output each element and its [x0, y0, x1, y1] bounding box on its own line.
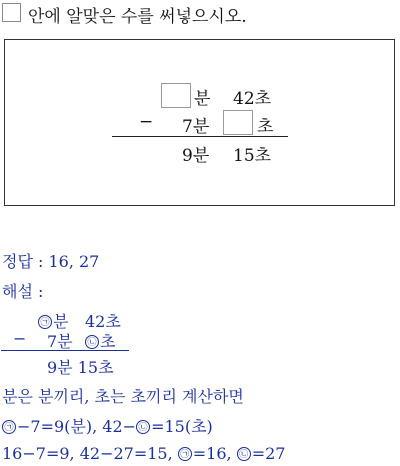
explanation-line2: [2, 414, 213, 437]
calc-row2-second-unit: 초: [100, 332, 116, 351]
marker-giyeok: ㉠: [178, 447, 192, 461]
sum-rule: [112, 136, 288, 137]
calc-row1-minute-unit: 분: [53, 312, 69, 331]
answer-blank-example: [2, 3, 21, 22]
marker-nieun: ㉡: [237, 447, 251, 461]
calc-row1-seconds: 42초: [85, 312, 121, 331]
line3-text-a: 16−7=9, 42−27=15,: [2, 444, 178, 463]
seconds-blank-input[interactable]: [223, 110, 253, 135]
minus-sign: −: [139, 112, 154, 132]
row2-second-unit: 초: [257, 117, 274, 137]
calc-row2: [85, 329, 115, 352]
calc-rule: [1, 350, 129, 351]
explanation-line1: 분은 분끼리, 초는 초끼리 계산하면: [2, 387, 244, 406]
result-seconds: 15초: [233, 146, 272, 166]
row2-minutes: 7분: [182, 117, 210, 137]
row1-seconds: 42초: [233, 89, 272, 109]
instruction-text: 안에 알맞은 수를 써넣으시오.: [28, 7, 247, 27]
calc-row2-minutes: 7분: [47, 332, 73, 351]
marker-nieun: ㉡: [136, 420, 150, 434]
line3-text-b: =16,: [192, 444, 237, 463]
explanation-label: 해설 :: [2, 282, 44, 301]
marker-giyeok: ㉠: [38, 315, 52, 329]
calc-minus-sign: −: [13, 329, 27, 348]
explanation-line3: [2, 444, 285, 463]
result-minutes: 9분: [182, 146, 210, 166]
line2-text-b: =15(초): [151, 417, 213, 436]
marker-nieun: ㉡: [85, 335, 99, 349]
line2-text-a: −7=9(분), 42−: [17, 417, 137, 436]
line3-text-c: =27: [251, 444, 286, 463]
row1-minute-unit: 분: [194, 89, 211, 109]
marker-giyeok: ㉠: [2, 420, 16, 434]
calc-result: 9분 15초: [47, 358, 114, 377]
answer-text: 정답 : 16, 27: [2, 252, 100, 271]
minutes-blank-input[interactable]: [161, 83, 191, 108]
